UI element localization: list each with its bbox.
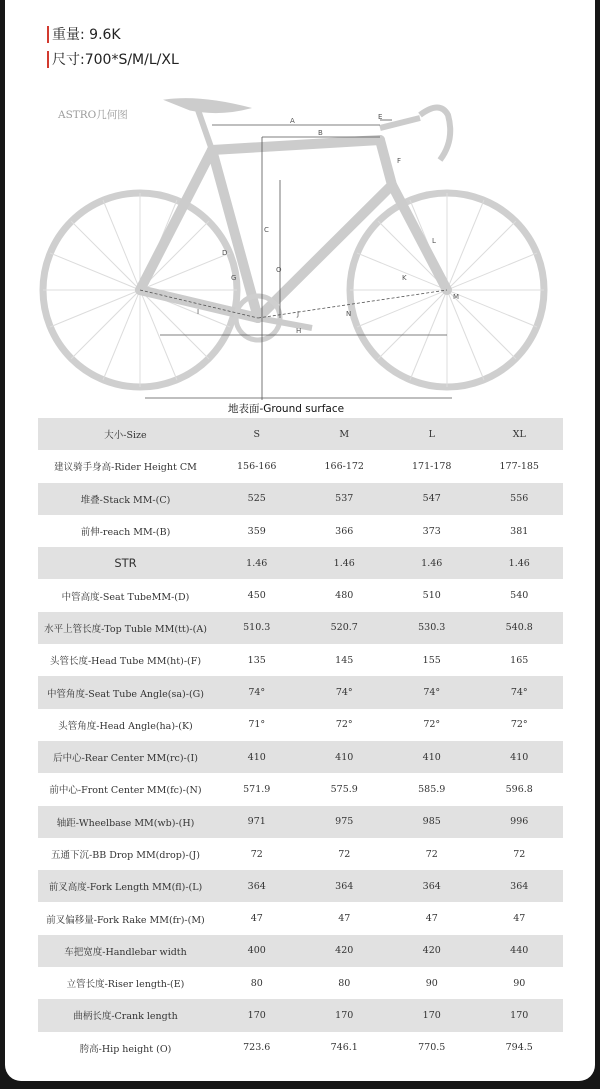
value-cell: 74° <box>476 676 564 708</box>
value-cell: 364 <box>213 870 301 902</box>
table-row <box>38 838 563 870</box>
value-cell: 165 <box>476 644 564 676</box>
seat-post <box>198 110 212 150</box>
value-cell: 975 <box>301 806 389 838</box>
marker-i: I <box>197 308 200 316</box>
value-cell: 177-185 <box>476 450 564 482</box>
weight-text: 重量: 9.6K <box>52 27 121 43</box>
table-row <box>38 773 563 805</box>
value-cell: 72° <box>301 709 389 741</box>
header-label-cell: 大小-Size <box>38 418 213 450</box>
marker-l: L <box>432 237 436 245</box>
value-cell: 556 <box>476 483 564 515</box>
value-cell: 47 <box>301 902 389 934</box>
value-cell: 585.9 <box>388 773 476 805</box>
crank <box>258 318 312 328</box>
table-row <box>38 644 563 676</box>
table-row <box>38 450 563 482</box>
value-cell: 996 <box>476 806 564 838</box>
value-cell: 170 <box>388 999 476 1031</box>
value-cell: 547 <box>388 483 476 515</box>
value-cell: 145 <box>301 644 389 676</box>
row-label-cell: 前叉高度-Fork Length MM(fl)-(L) <box>38 870 213 902</box>
value-cell: 72 <box>388 838 476 870</box>
value-cell: 359 <box>213 515 301 547</box>
marker-b: B <box>318 129 323 137</box>
value-cell: 420 <box>388 935 476 967</box>
size-text: 尺寸:700*S/M/L/XL <box>52 52 179 68</box>
value-cell: 723.6 <box>213 1032 301 1064</box>
value-cell: 480 <box>301 579 389 611</box>
value-cell: 571.9 <box>213 773 301 805</box>
table-header-row <box>38 418 563 450</box>
header-size-cell: S <box>213 418 301 450</box>
saddle <box>165 99 250 113</box>
value-cell: 520.7 <box>301 612 389 644</box>
ground-surface-label: 地表面-Ground surface <box>228 403 345 415</box>
row-label-cell: 车把宽度-Handlebar width <box>38 935 213 967</box>
stem <box>380 118 420 128</box>
row-label-cell: 堆叠-Stack MM-(C) <box>38 483 213 515</box>
marker-g: G <box>231 274 237 282</box>
value-cell: 400 <box>213 935 301 967</box>
header-size-cell: XL <box>476 418 564 450</box>
value-cell: 156-166 <box>213 450 301 482</box>
marker-m: M <box>453 293 460 301</box>
row-label-cell: 中管高度-Seat TubeMM-(D) <box>38 579 213 611</box>
geometry-table <box>38 418 563 1064</box>
table-row <box>38 967 563 999</box>
table-row <box>38 612 563 644</box>
table-row <box>38 806 563 838</box>
value-cell: 90 <box>388 967 476 999</box>
value-cell: 364 <box>388 870 476 902</box>
value-cell: 410 <box>388 741 476 773</box>
table-row <box>38 483 563 515</box>
marker-d: D <box>222 249 228 257</box>
marker-f: F <box>397 157 402 165</box>
value-cell: 596.8 <box>476 773 564 805</box>
value-cell: 537 <box>301 483 389 515</box>
value-cell: 510 <box>388 579 476 611</box>
marker-c: C <box>264 226 269 234</box>
marker-k: K <box>402 274 407 282</box>
value-cell: 410 <box>301 741 389 773</box>
value-cell: 170 <box>301 999 389 1031</box>
table-row <box>38 902 563 934</box>
marker-a: A <box>290 117 295 125</box>
value-cell: 971 <box>213 806 301 838</box>
marker-e: E <box>378 113 383 121</box>
row-label-cell: 轴距-Wheelbase MM(wb)-(H) <box>38 806 213 838</box>
value-cell: 1.46 <box>213 547 301 579</box>
value-cell: 74° <box>301 676 389 708</box>
value-cell: 381 <box>476 515 564 547</box>
value-cell: 80 <box>213 967 301 999</box>
value-cell: 166-172 <box>301 450 389 482</box>
value-cell: 450 <box>213 579 301 611</box>
value-cell: 410 <box>213 741 301 773</box>
value-cell: 373 <box>388 515 476 547</box>
value-cell: 540.8 <box>476 612 564 644</box>
value-cell: 420 <box>301 935 389 967</box>
value-cell: 90 <box>476 967 564 999</box>
value-cell: 170 <box>213 999 301 1031</box>
value-cell: 74° <box>388 676 476 708</box>
row-label-cell: 前叉偏移量-Fork Rake MM(fr)-(M) <box>38 902 213 934</box>
marker-j: J <box>297 310 300 318</box>
table-row <box>38 999 563 1031</box>
row-label-cell: 前中心-Front Center MM(fc)-(N) <box>38 773 213 805</box>
table-row <box>38 515 563 547</box>
row-label-cell: 头管角度-Head Angle(ha)-(K) <box>38 709 213 741</box>
value-cell: 1.46 <box>476 547 564 579</box>
handlebar <box>420 108 450 161</box>
row-label-cell: 五通下沉-BB Drop MM(drop)-(J) <box>38 838 213 870</box>
row-label-cell: 后中心-Rear Center MM(rc)-(I) <box>38 741 213 773</box>
table-row <box>38 547 563 579</box>
value-cell: 794.5 <box>476 1032 564 1064</box>
marker-o: O <box>276 266 282 274</box>
value-cell: 155 <box>388 644 476 676</box>
value-cell: 80 <box>301 967 389 999</box>
value-cell: 985 <box>388 806 476 838</box>
frame <box>140 140 447 318</box>
value-cell: 171-178 <box>388 450 476 482</box>
value-cell: 72° <box>476 709 564 741</box>
value-cell: 47 <box>476 902 564 934</box>
value-cell: 410 <box>476 741 564 773</box>
bike-geometry-diagram <box>0 0 600 400</box>
value-cell: 540 <box>476 579 564 611</box>
value-cell: 1.46 <box>388 547 476 579</box>
value-cell: 135 <box>213 644 301 676</box>
table-row <box>38 935 563 967</box>
value-cell: 47 <box>388 902 476 934</box>
table-row <box>38 741 563 773</box>
value-cell: 47 <box>213 902 301 934</box>
table-row <box>38 709 563 741</box>
row-label-cell: 立管长度-Riser length-(E) <box>38 967 213 999</box>
marker-h: H <box>296 327 302 335</box>
row-label-cell: STR <box>38 547 213 579</box>
marker-n: N <box>346 310 352 318</box>
measurement-lines <box>140 120 452 400</box>
table-row <box>38 676 563 708</box>
row-label-cell: 头管长度-Head Tube MM(ht)-(F) <box>38 644 213 676</box>
value-cell: 72° <box>388 709 476 741</box>
value-cell: 364 <box>476 870 564 902</box>
geometry-title: ASTRO几何图 <box>58 109 128 121</box>
value-cell: 525 <box>213 483 301 515</box>
value-cell: 575.9 <box>301 773 389 805</box>
value-cell: 170 <box>476 999 564 1031</box>
row-label-cell: 胯高-Hip height (O) <box>38 1032 213 1064</box>
value-cell: 510.3 <box>213 612 301 644</box>
row-label-cell: 建议骑手身高-Rider Height CM <box>38 450 213 482</box>
row-label-cell: 曲柄长度-Crank length <box>38 999 213 1031</box>
row-label-cell: 中管角度-Seat Tube Angle(sa)-(G) <box>38 676 213 708</box>
value-cell: 746.1 <box>301 1032 389 1064</box>
value-cell: 770.5 <box>388 1032 476 1064</box>
row-label-cell: 水平上管长度-Top Tuble MM(tt)-(A) <box>38 612 213 644</box>
value-cell: 72 <box>476 838 564 870</box>
header-size-cell: M <box>301 418 389 450</box>
value-cell: 71° <box>213 709 301 741</box>
value-cell: 72 <box>301 838 389 870</box>
table-row <box>38 870 563 902</box>
row-label-cell: 前伸-reach MM-(B) <box>38 515 213 547</box>
value-cell: 530.3 <box>388 612 476 644</box>
value-cell: 366 <box>301 515 389 547</box>
value-cell: 364 <box>301 870 389 902</box>
value-cell: 1.46 <box>301 547 389 579</box>
value-cell: 74° <box>213 676 301 708</box>
header-size-cell: L <box>388 418 476 450</box>
value-cell: 440 <box>476 935 564 967</box>
table-row <box>38 579 563 611</box>
value-cell: 72 <box>213 838 301 870</box>
table-row <box>38 1032 563 1064</box>
